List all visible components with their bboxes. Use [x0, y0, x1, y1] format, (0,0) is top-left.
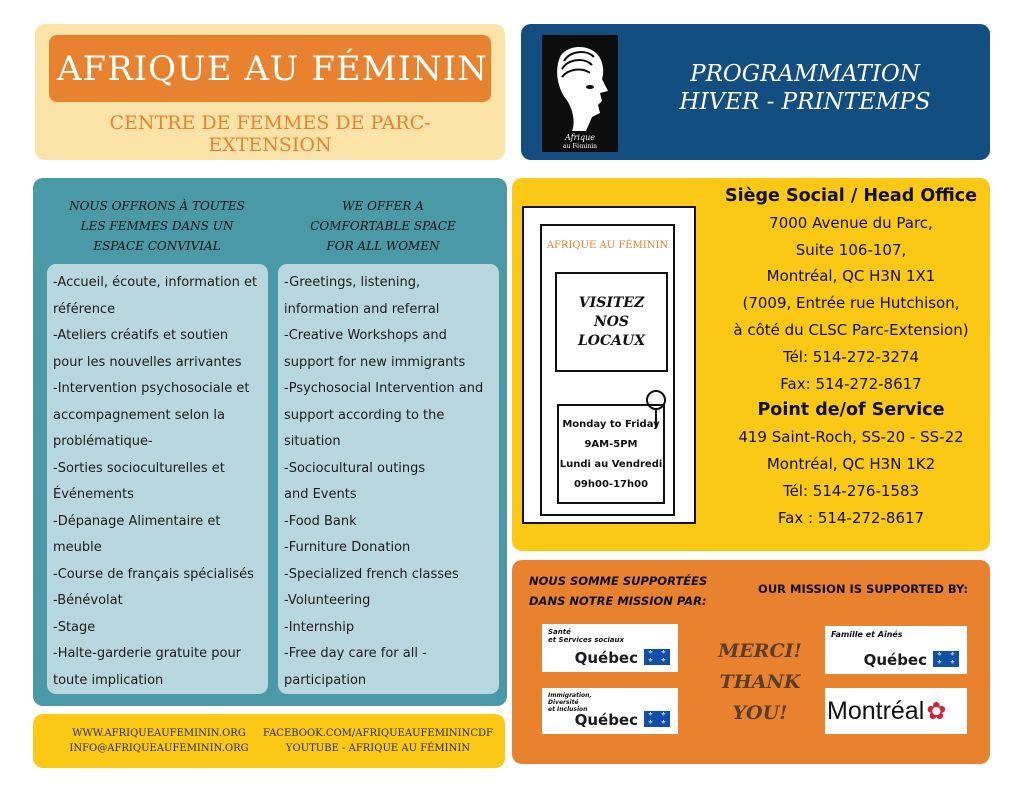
- door-illustration: [522, 206, 696, 524]
- head-office-line: Tél: 514-272-3274: [782, 347, 920, 366]
- service-point-line: Montréal, QC H3N 1K2: [766, 454, 936, 473]
- door-brand: AFRIQUE AU FÉMININ: [546, 240, 669, 251]
- merci-line: MERCI!: [718, 640, 802, 662]
- service-item-fr: référence: [53, 301, 116, 317]
- heading-line: ESPACE CONVIVIAL: [93, 239, 221, 253]
- header-left-panel: [35, 24, 505, 160]
- address-block: [717, 183, 985, 531]
- service-item-fr: -Intervention psychosociale et: [53, 381, 250, 396]
- service-item-en: -Specialized french classes: [284, 566, 459, 582]
- web-contact-right: [263, 726, 493, 756]
- head-office-title: Siège Social / Head Office: [725, 186, 977, 206]
- supporters-fr-line: DANS NOTRE MISSION PAR:: [529, 594, 707, 608]
- service-item-fr: -Bénévolat: [53, 593, 123, 608]
- service-item-en: and Events: [284, 487, 357, 502]
- email-link[interactable]: INFO@AFRIQUEAUFEMININ.ORG: [69, 743, 249, 754]
- heading-line: COMFORTABLE SPACE: [310, 219, 456, 233]
- quebec-flag-icon: ⚜ ⚜ ⚜ ⚜: [644, 649, 670, 665]
- service-item-en: support for new immigrants: [284, 354, 466, 370]
- immigration-logo: [542, 688, 678, 734]
- opening-hours: [557, 404, 665, 504]
- head-office-line: Montréal, QC H3N 1X1: [766, 267, 936, 286]
- service-item-en: information and referral: [284, 301, 440, 317]
- montreal-wordmark: Montréal: [827, 696, 925, 725]
- supporters-panel: [512, 560, 990, 764]
- service-item-en: support according to the: [284, 407, 445, 423]
- services-list-en: [278, 264, 499, 694]
- service-point-line: Tél: 514-276-1583: [782, 481, 920, 500]
- quebec-flag-icon: ⚜ ⚜ ⚜ ⚜: [644, 711, 670, 727]
- head-office-line: 7000 Avenue du Parc,: [769, 213, 933, 232]
- program-line-2: HIVER - PRINTEMPS: [679, 89, 931, 115]
- service-item-fr: problématique-: [53, 434, 153, 449]
- service-point-line: 419 Saint-Roch, SS-20 - SS-22: [738, 428, 964, 447]
- service-item-en: -Psychosocial Intervention and: [284, 381, 484, 396]
- hours-line: Lundi au Vendredi: [559, 459, 663, 470]
- service-item-en: -Creative Workshops and: [284, 328, 447, 343]
- header-right-panel: [521, 24, 990, 160]
- hours-line: 09h00-17h00: [573, 479, 649, 490]
- visit-line: LOCAUX: [577, 332, 646, 349]
- head-office-line: à côté du CLSC Parc-Extension): [733, 320, 969, 339]
- quebec-wordmark: Québec: [863, 651, 927, 669]
- door-inner: [540, 224, 675, 516]
- web-contact-left: [49, 726, 269, 756]
- service-item-fr: -Halte-garderie gratuite pour: [53, 646, 242, 661]
- service-item-en: -Sociocultural outings: [284, 460, 426, 476]
- head-office-line: (7009, Entrée rue Hutchison,: [742, 294, 960, 313]
- logo-caption-2: au Féminin: [563, 143, 597, 150]
- web-contact-panel: [33, 714, 505, 768]
- youtube-link[interactable]: YOUTUBE - AFRIQUE AU FÉMININ: [285, 743, 471, 754]
- thank-you-text: [700, 636, 820, 729]
- program-line-1: PROGRAMMATION: [690, 61, 920, 87]
- service-item-en: -Internship: [284, 619, 355, 635]
- service-item-fr: meuble: [53, 540, 102, 555]
- visit-line: NOS: [593, 313, 630, 330]
- service-point-title: Point de/of Service: [757, 400, 945, 421]
- afrique-au-feminin-logo: [542, 35, 618, 152]
- heading-line: LES FEMMES DANS UN: [80, 219, 234, 233]
- merci-line: YOU!: [732, 702, 788, 724]
- hours-line: 9AM-5PM: [584, 439, 638, 450]
- montreal-rosette-icon: ✿: [926, 697, 947, 725]
- immig-line-1: Immigration,: [548, 692, 592, 699]
- service-item-fr: -Sorties socioculturelles et: [53, 460, 225, 476]
- service-item-en: -Furniture Donation: [284, 540, 411, 555]
- service-item-fr: pour les nouvelles arrivantes: [53, 354, 242, 370]
- hours-line: Monday to Friday: [562, 419, 660, 430]
- service-point-address: [717, 424, 985, 531]
- famille-title: Famille et Aînés: [831, 630, 903, 639]
- services-list-fr: [47, 264, 268, 694]
- service-item-en: -Volunteering: [284, 593, 371, 608]
- facebook-link[interactable]: FACEBOOK.COM/AFRIQUEAUFEMININCDF: [263, 728, 493, 739]
- logo-caption-1: Afrique: [565, 133, 595, 142]
- services-heading-fr: [57, 196, 257, 256]
- supporters-fr-line: NOUS SOMME SUPPORTÉES: [529, 574, 708, 588]
- service-point-line: Fax : 514-272-8617: [777, 508, 925, 527]
- service-item-fr: -Stage: [53, 619, 96, 635]
- montreal-logo: [825, 688, 967, 734]
- immig-line-2: Diversité: [548, 699, 579, 706]
- service-item-fr: accompagnement selon la: [53, 407, 226, 423]
- service-item-en: -Food Bank: [284, 513, 357, 529]
- immig-line-3: et Inclusion: [548, 706, 588, 713]
- head-office-address: [717, 210, 985, 398]
- service-item-en: participation: [284, 672, 367, 688]
- merci-line: THANK: [719, 671, 801, 693]
- sante-services-sociaux-logo: [542, 624, 678, 672]
- heading-line: NOUS OFFRONS À TOUTES: [69, 199, 245, 213]
- service-item-fr: -Accueil, écoute, information et: [53, 275, 258, 290]
- service-item-fr: -Ateliers créatifs et soutien: [53, 328, 229, 343]
- service-item-fr: Événements: [53, 487, 134, 502]
- services-panel: [33, 178, 507, 706]
- org-title: AFRIQUE AU FÉMININ: [49, 35, 491, 102]
- office-panel: [512, 178, 990, 551]
- service-item-fr: -Course de français spécialisés: [53, 566, 254, 582]
- woman-profile-icon: [542, 35, 618, 152]
- famille-aines-logo: [825, 626, 967, 674]
- program-title: [645, 60, 965, 116]
- heading-line: FOR ALL WOMEN: [326, 239, 440, 253]
- visit-sign: [555, 272, 668, 372]
- org-subtitle: CENTRE DE FEMMES DE PARC-EXTENSION: [109, 112, 431, 156]
- sante-line-1: Santé: [548, 628, 571, 636]
- service-item-en: situation: [284, 434, 341, 449]
- supporters-heading-en: OUR MISSION IS SUPPORTED BY:: [758, 582, 968, 596]
- head-office-line: Fax: 514-272-8617: [780, 374, 922, 393]
- supporters-heading-fr: [529, 571, 739, 611]
- service-item-fr: -Dépanage Alimentaire et: [53, 513, 221, 529]
- heading-line: WE OFFER A: [342, 199, 424, 213]
- quebec-flag-icon: ⚜ ⚜ ⚜ ⚜: [933, 651, 959, 667]
- website-link[interactable]: WWW.AFRIQUEAUFEMININ.ORG: [72, 728, 246, 739]
- service-item-fr: toute implication: [53, 672, 164, 688]
- quebec-wordmark: Québec: [574, 711, 638, 729]
- sante-line-2: et Services sociaux: [548, 636, 624, 644]
- head-office-line: Suite 106-107,: [795, 240, 907, 259]
- visit-line: VISITEZ: [578, 294, 645, 311]
- service-item-en: -Free day care for all -: [284, 646, 427, 661]
- service-item-en: -Greetings, listening,: [284, 275, 421, 290]
- services-heading-en: [283, 196, 483, 256]
- quebec-wordmark: Québec: [574, 649, 638, 667]
